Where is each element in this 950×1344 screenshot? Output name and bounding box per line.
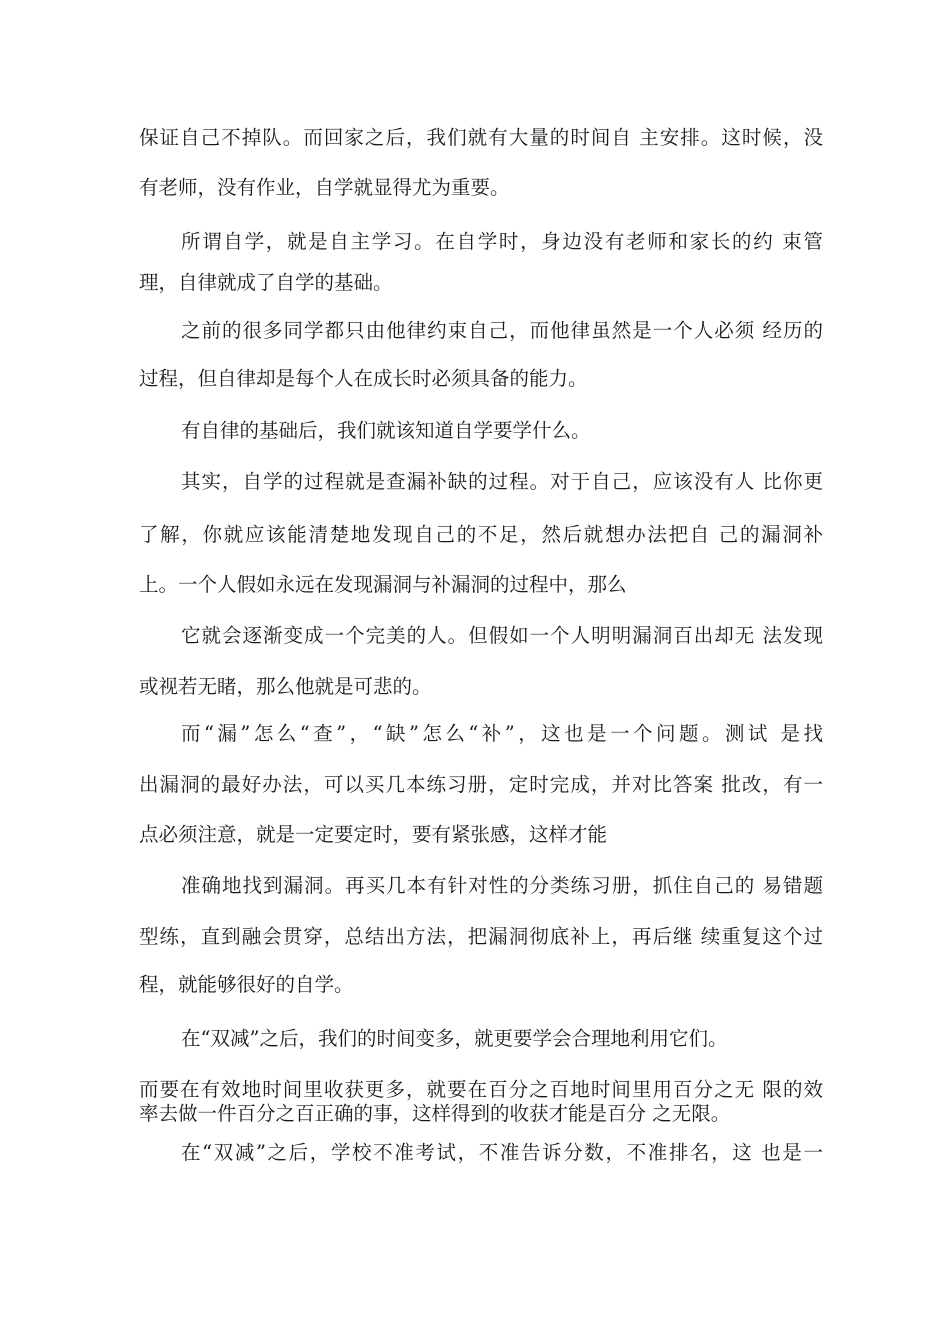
text-line: 出漏洞的最好办法，可以买几本练习册，定时完成，并对比答案 批改，有一 xyxy=(139,773,823,796)
text-line: 其实，自学的过程就是查漏补缺的过程。对于自己，应该没有人 比你更 xyxy=(181,470,823,493)
text-line: 过程，但自律却是每个人在成长时必须具备的能力。 xyxy=(139,367,588,390)
text-line: 它就会逐渐变成一个完美的人。但假如一个人明明漏洞百出却无 法发现 xyxy=(181,624,823,647)
text-line: 而要在有效地时间里收获更多，就要在百分之百地时间里用百分之无 限的效 xyxy=(139,1078,823,1101)
text-line: 程，就能够很好的自学。 xyxy=(139,973,354,996)
text-line: 有老师，没有作业，自学就显得尤为重要。 xyxy=(139,176,510,199)
text-line: 保证自己不掉队。而回家之后，我们就有大量的时间自 主安排。这时候，没 xyxy=(139,126,823,149)
text-line: 上。一个人假如永远在发现漏洞与补漏洞的过程中，那么 xyxy=(139,573,627,596)
text-line: 率去做一件百分之百正确的事，这样得到的收获才能是百分 之无限。 xyxy=(139,1102,731,1125)
text-line: 了解，你就应该能清楚地发现自己的不足，然后就想办法把自 己的漏洞补 xyxy=(139,523,823,546)
text-line: 理，自律就成了自学的基础。 xyxy=(139,271,393,294)
text-line: 之前的很多同学都只由他律约束自己，而他律虽然是一个人必须 经历的 xyxy=(181,319,823,342)
text-line: 在“双减”之后，我们的时间变多，就更要学会合理地利用它们。 xyxy=(181,1027,728,1050)
text-line: 点必须注意，就是一定要定时，要有紧张感，这样才能 xyxy=(139,823,608,846)
text-line: 所谓自学，就是自主学习。在自学时，身边没有老师和家长的约 束管 xyxy=(181,230,823,253)
text-line: 而“漏”怎么“查”，“缺”怎么“补”，这也是一个问题。测试 是找 xyxy=(181,722,823,745)
text-line: 型练，直到融会贯穿，总结出方法，把漏洞彻底补上，再后继 续重复这个过 xyxy=(139,925,823,948)
text-line: 有自律的基础后，我们就该知道自学要学什么。 xyxy=(181,419,591,442)
text-line: 或视若无睹，那么他就是可悲的。 xyxy=(139,675,432,698)
text-line: 准确地找到漏洞。再买几本有针对性的分类练习册，抓住自己的 易错题 xyxy=(181,874,823,897)
text-line: 在“双减”之后，学校不准考试，不准告诉分数，不准排名，这 也是一 xyxy=(181,1141,823,1164)
